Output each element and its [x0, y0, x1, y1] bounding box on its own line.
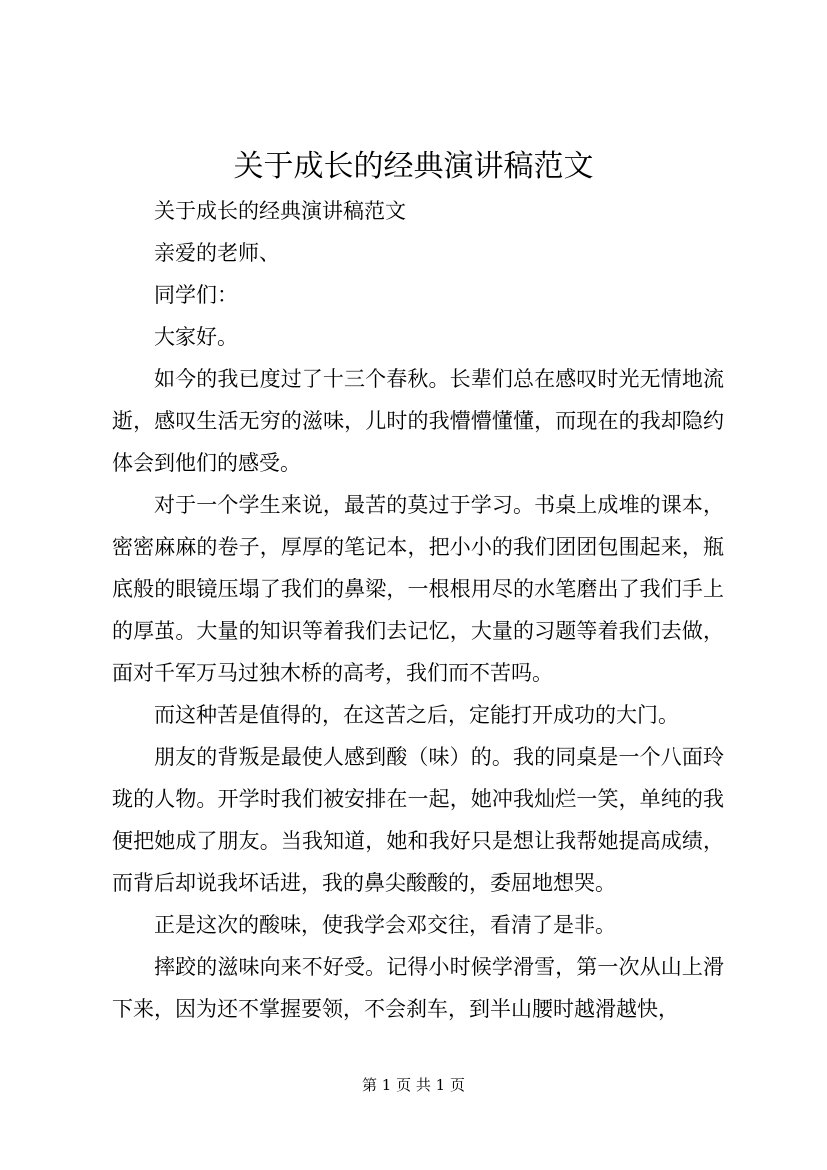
paragraph-lesson-learned: 正是这次的酸味，使我学会邓交往，看清了是非。 [154, 913, 616, 937]
paragraph-friend-betrayal: 朋友的背叛是最使人感到酸（味）的。我的同桌是一个八面玲珑的人物。开学时我们被安排在一起，她冲我灿烂一笑，单纯的我便把她成了朋友。当我知道，她和我好只是想让我帮她提高成绩，而背后却说我坏话进，我的鼻尖酸酸的，委屈地想哭。 [112, 745, 724, 895]
paragraph-study-bitterness: 对于一个学生来说，最苦的莫过于学习。书桌上成堆的课本，密密麻麻的卷子，厚厚的笔记本，把小小的我们团团包围起来，瓶底般的眼镜压塌了我们的鼻梁，一根根用尽的水笔磨出了我们手上的厚茧。大量的知识等着我们去记忆，大量的习题等着我们去做，面对千军万马过独木桥的高考，我们而不苦吗。 [112, 493, 724, 685]
paragraph-greeting-teachers: 亲爱的老师、 [154, 241, 280, 265]
document-body [112, 190, 724, 1030]
paragraph-skiing: 摔跤的滋味向来不好受。记得小时候学滑雪，第一次从山上滑下来，因为还不掌握要领，不会刹车，到半山腰时越滑越快， [112, 955, 724, 1021]
document-title: 关于成长的经典演讲稿范文 [233, 149, 594, 184]
paragraph-intro: 如今的我已度过了十三个春秋。长辈们总在感叹时光无情地流逝，感叹生活无穷的滋味，儿时的我懵懵懂懂，而现在的我却隐约体会到他们的感受。 [112, 367, 724, 475]
paragraph-greeting-students: 同学们： [154, 283, 238, 307]
page-number-footer: 第 1 页 共 1 页 [362, 1076, 465, 1094]
paragraph-hello: 大家好。 [154, 325, 238, 349]
paragraph-worth-it: 而这种苦是值得的，在这苦之后，定能打开成功的大门。 [154, 703, 679, 727]
paragraph-subtitle: 关于成长的经典演讲稿范文 [154, 199, 406, 223]
